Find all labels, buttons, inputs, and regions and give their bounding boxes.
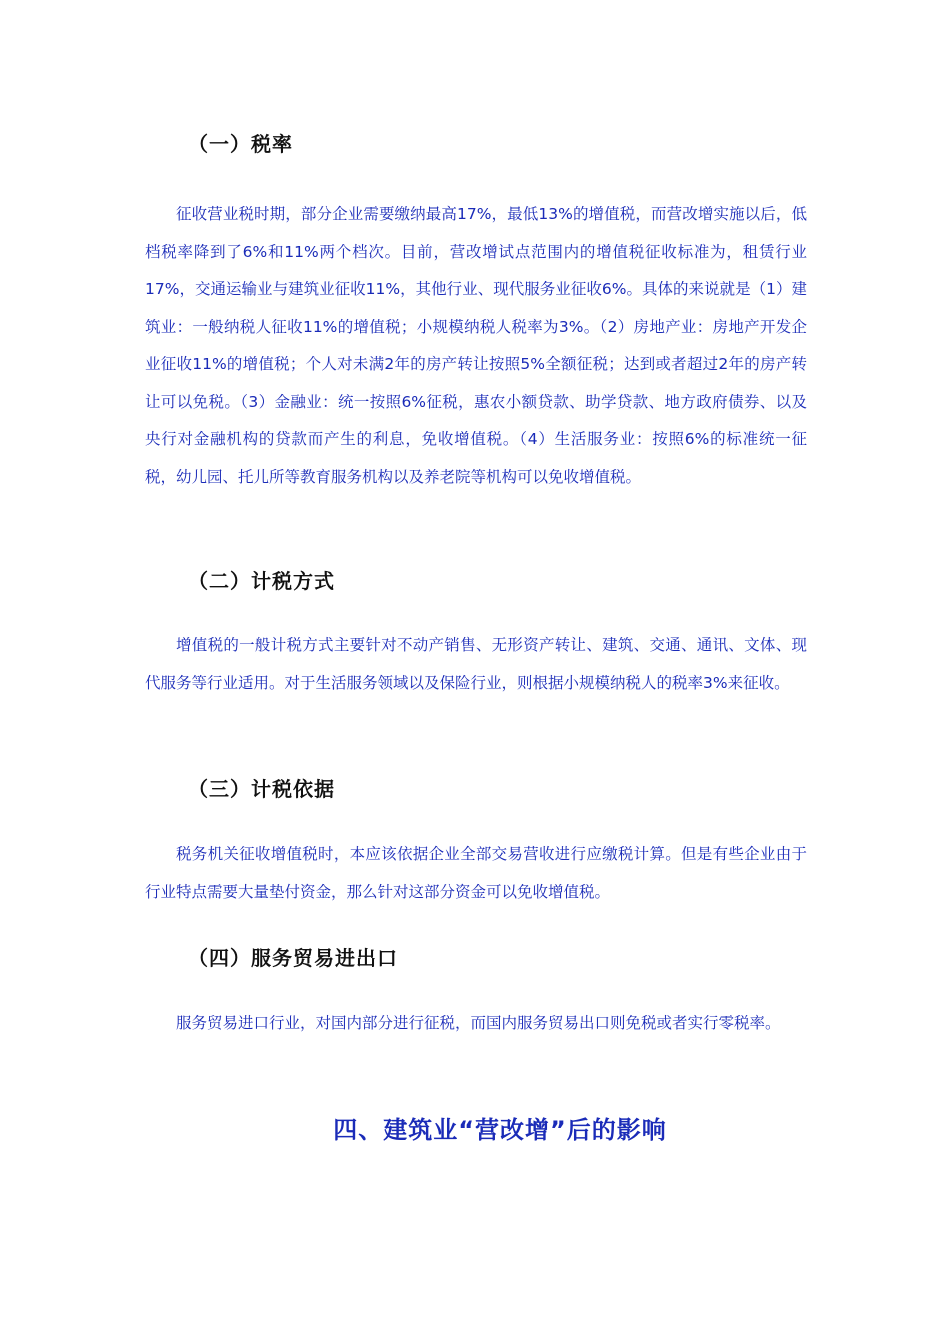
section-heading-tax-method: （二）计税方式 [188,569,335,593]
section-heading-service-trade: （四）服务贸易进出口 [188,946,398,970]
section-heading-tax-rate: （一）税率 [188,132,293,156]
chapter-title: 四、建筑业“营改增”后的影响 [333,1116,667,1144]
section-body-tax-method: 增值税的一般计税方式主要针对不动产销售、无形资产转让、建筑、交通、通讯、文体、现代服务等行业适用。对于生活服务领域以及保险行业，则根据小规模纳税人的税率3%来征收。 [145,636,807,692]
section-heading-tax-basis: （三）计税依据 [188,777,335,801]
section-body-service-trade: 服务贸易进口行业，对国内部分进行征税，而国内服务贸易出口则免税或者实行零税率。 [176,1014,781,1032]
section-body-tax-rate: 征收营业税时期，部分企业需要缴纳最高17%，最低13%的增值税，而营改增实施以后，低档税率降到了6%和11%两个档次。目前，营改增试点范围内的增值税征收标准为，租赁行业17%，交通运输业与建筑业征收11%，其他行业、现代服务业征收6%。具体的来说就是（1）建筑业：一般纳税人征收11%的增值税；小规模纳税人税率为3%。（2）房地产业：房地产开发企业征收11%的增值税；个人对未满2年的房产转让按照5%全额征税；达到或者超过2年的房产转让可以免税。（3）金融业：统一按照6%征税，惠农小额贷款、助学贷款、地方政府债券、以及央行对金融机构的贷款而产生的利息，免收增值税。（4）生活服务业：按照6%的标准统一征税，幼儿园、托儿所等教育服务机构以及养老院等机构可以免收增值税。 [145,205,807,486]
section-body-tax-basis: 税务机关征收增值税时，本应该依据企业全部交易营收进行应缴税计算。但是有些企业由于行业特点需要大量垫付资金，那么针对这部分资金可以免收增值税。 [145,845,807,901]
